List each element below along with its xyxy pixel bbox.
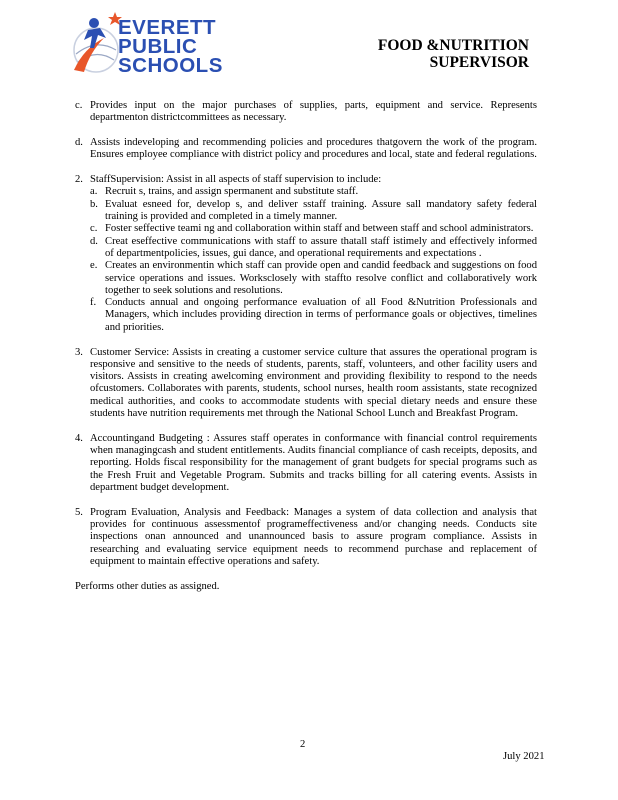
- sub-item: [90, 186, 537, 198]
- sub-label: b.: [90, 198, 98, 210]
- page-number: 2: [300, 739, 306, 750]
- sub-label: e.: [90, 260, 98, 272]
- item-label: c.: [75, 100, 83, 111]
- logo-line: EVERETT: [118, 16, 217, 39]
- sub-text: Conducts annual and ongoing performance evaluation of all Food &Nutrition Professionals and Managers, which includes providing direction in terms of performance goals or objectives, timelines and priorities.: [105, 297, 537, 333]
- logo-wordmark: [118, 18, 223, 75]
- item-label: 3.: [75, 346, 83, 358]
- logo-line: SCHOOLS: [118, 54, 223, 77]
- item-text: Accountingand Budgeting : Assures staff operates in conformance with financial control requirements when managingcash and student entitlements. Audits financial compliance of cash receipts, deposits, and reporting. Holds fiscal responsibility for the management of grant budgets for special programs such as the Fresh Fruit and Vegetable Program. Submits and tracks billing for all catering events. Assists in department budget development.: [90, 432, 537, 494]
- document-title: [378, 37, 529, 71]
- staff-supervision-section: [75, 174, 537, 334]
- sub-item: [90, 297, 537, 334]
- sub-item: [90, 199, 537, 224]
- item-text: Customer Service: Assists in creating a customer service culture that assures the operational program is responsive and sensitive to the needs of students, parents, staff, volunteers, and other facility users and visitors. Assists in creating awelcoming environment and providing flexibility to respond to the needs ofcustomers. Collaborates with parents, students, school nurses, health room assistants, state recognized medical authorities, and cooks to accommodate students with special dietary needs and ensure these students have nutrition requirements met through the National School Lunch and Breakfast Program.: [90, 346, 537, 420]
- item-label: d.: [75, 137, 83, 149]
- sub-text: Creates an environmentin which staff can provide open and candid feedback and suggestions on food service operations and issues. Worksclosely with staffto resolve conflict and collaboratively work together to seek solutions and resolutions.: [105, 260, 537, 296]
- sub-label: f.: [90, 297, 97, 309]
- logo-line: PUBLIC: [118, 35, 198, 58]
- district-logo: [70, 8, 240, 80]
- title-line-2: SUPERVISOR: [429, 54, 529, 71]
- document-body: [75, 100, 537, 593]
- sub-label: c.: [90, 223, 98, 235]
- sub-item: [90, 223, 537, 235]
- title-line-1: FOOD &NUTRITION: [377, 37, 529, 54]
- duty-item: [75, 100, 537, 125]
- item-text: Provides input on the major purchases of supplies, parts, equipment and service. Represents departmenton districtcommittees as necessary.: [90, 100, 537, 124]
- sub-text: Foster seffective teami ng and collaboration within staff and between staff and school administrators.: [105, 223, 534, 235]
- item-label: 2.: [75, 174, 83, 186]
- sub-label: d.: [90, 235, 98, 247]
- sub-text: Recruit s, trains, and assign spermanent and substitute staff.: [105, 186, 359, 198]
- section-intro: StaffSupervision: Assist in all aspects of staff supervision to include:: [90, 174, 382, 186]
- sub-text: Evaluat esneed for, develop s, and deliver sstaff training. Assure sall mandatory safety federal training is provided and completed in a timely manner.: [105, 198, 537, 223]
- duty-item: [75, 137, 537, 162]
- closing-line: Performs other duties as assigned.: [75, 580, 220, 592]
- sub-label: a.: [90, 186, 98, 198]
- sub-item: [90, 260, 537, 297]
- item-label: 4.: [75, 432, 83, 444]
- sub-item: [90, 236, 537, 261]
- duty-item: [75, 507, 537, 568]
- revision-date: July 2021: [503, 751, 545, 762]
- item-label: 5.: [75, 506, 83, 518]
- duty-item: [75, 347, 537, 421]
- item-text: Program Evaluation, Analysis and Feedback: Manages a system of data collection and analysis that provides for continuous assessmentof programeffectiveness and/or changing needs. Conducts site inspections onan announced and unannounced basis to assure program compliance. Assists in researching and evaluating service equipment needs to recommend purchase and replacement of equipment to maintain effective operations and safety.: [90, 506, 537, 567]
- item-text: Assists indeveloping and recommending policies and procedures thatgovern the work of the program. Ensures employee compliance with district policy and procedures and local, state and federal regulations.: [90, 137, 537, 161]
- sub-text: Creat eseffective communications with staff to assure thatall staff istimely and effectively informed of departmentpolicies, issues, gui dance, and operational requirements and expectations .: [105, 235, 537, 259]
- duty-item: [75, 433, 537, 494]
